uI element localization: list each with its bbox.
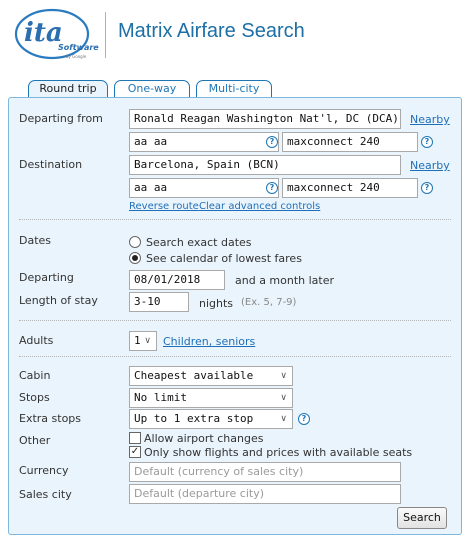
origin-extension-input[interactable]: maxconnect 240 [282, 132, 418, 152]
clear-advanced-controls-link[interactable]: Clear advanced controls [199, 201, 321, 212]
nights-label: nights [199, 297, 234, 310]
only-available-seats-checkbox[interactable]: ✓ [130, 446, 140, 457]
chevron-down-icon: ∨ [144, 336, 151, 346]
calendar-lowest-fares-radio[interactable] [129, 252, 141, 264]
tab-one-way[interactable]: One-way [114, 80, 190, 98]
search-button[interactable]: Search [397, 507, 447, 529]
chevron-down-icon: ∨ [280, 414, 287, 424]
length-of-stay-label: Length of stay [19, 294, 98, 307]
currency-label: Currency [19, 464, 69, 477]
departing-date-input[interactable]: 08/01/2018 [129, 270, 225, 290]
svg-text:ita: ita [24, 18, 63, 48]
stops-select-value: No limit [134, 391, 187, 404]
destination-nearby-link[interactable]: Nearby [410, 159, 450, 172]
search-exact-dates-label: Search exact dates [146, 236, 252, 249]
departing-range-suffix: and a month later [235, 274, 335, 287]
header-divider [105, 12, 106, 58]
tab-round-trip[interactable]: Round trip [28, 80, 108, 99]
departing-from-label: Departing from [19, 112, 103, 125]
origin-input[interactable]: Ronald Reagan Washington Nat'l, DC (DCA) [129, 109, 401, 129]
currency-input[interactable]: Default (currency of sales city) [129, 462, 401, 482]
destination-extension-help-icon[interactable]: ? [421, 182, 433, 194]
children-seniors-link[interactable]: Children, seniors [163, 335, 256, 348]
extra-stops-select-value: Up to 1 extra stop [134, 412, 254, 425]
destination-extension-input[interactable]: maxconnect 240 [282, 178, 418, 198]
origin-extension-help-icon[interactable]: ? [421, 136, 433, 148]
sales-city-input[interactable]: Default (departure city) [129, 484, 401, 504]
length-of-stay-hint: (Ex. 5, 7-9) [241, 297, 297, 308]
divider [19, 320, 451, 321]
header [0, 0, 470, 72]
stops-label: Stops [19, 391, 50, 404]
calendar-lowest-fares-label: See calendar of lowest fares [146, 252, 302, 265]
adults-select-value: 1 [134, 334, 141, 347]
extra-stops-select[interactable] [129, 409, 293, 429]
origin-routing-input[interactable]: aa aa [129, 132, 279, 152]
tab-multi-city[interactable]: Multi-city [196, 80, 272, 98]
allow-airport-changes-label: Allow airport changes [144, 432, 264, 445]
cabin-select-value: Cheapest available [134, 369, 254, 382]
extra-stops-label: Extra stops [19, 412, 82, 425]
adults-label: Adults [19, 334, 54, 347]
cabin-label: Cabin [19, 369, 51, 382]
other-label: Other [19, 434, 51, 447]
page-title: Matrix Airfare Search [118, 20, 305, 42]
search-form-panel [8, 97, 462, 535]
svg-text:by Google: by Google [66, 54, 87, 59]
cabin-select[interactable] [129, 366, 293, 386]
destination-input[interactable]: Barcelona, Spain (BCN) [129, 155, 401, 175]
destination-routing-help-icon[interactable]: ? [266, 182, 278, 194]
origin-nearby-link[interactable]: Nearby [410, 113, 450, 126]
departing-label: Departing [19, 271, 74, 284]
chevron-down-icon: ∨ [280, 371, 287, 381]
stops-select[interactable] [129, 388, 293, 408]
svg-text:Software: Software [58, 43, 99, 52]
divider [19, 356, 451, 357]
extra-stops-help-icon[interactable]: ? [298, 413, 310, 425]
sales-city-label: Sales city [19, 488, 72, 501]
destination-routing-input[interactable]: aa aa [129, 178, 279, 198]
length-of-stay-input[interactable]: 3-10 [129, 292, 189, 312]
search-exact-dates-radio[interactable] [129, 236, 141, 248]
destination-label: Destination [19, 158, 83, 171]
only-available-seats-label: Only show flights and prices with available seats [144, 446, 413, 459]
divider [19, 219, 451, 220]
ita-software-logo [14, 8, 99, 64]
chevron-down-icon: ∨ [280, 393, 287, 403]
origin-routing-help-icon[interactable]: ? [266, 136, 278, 148]
allow-airport-changes-checkbox[interactable] [129, 432, 141, 444]
reverse-route-link[interactable]: Reverse route [129, 201, 199, 212]
adults-select[interactable] [129, 331, 157, 351]
dates-label: Dates [19, 234, 52, 247]
